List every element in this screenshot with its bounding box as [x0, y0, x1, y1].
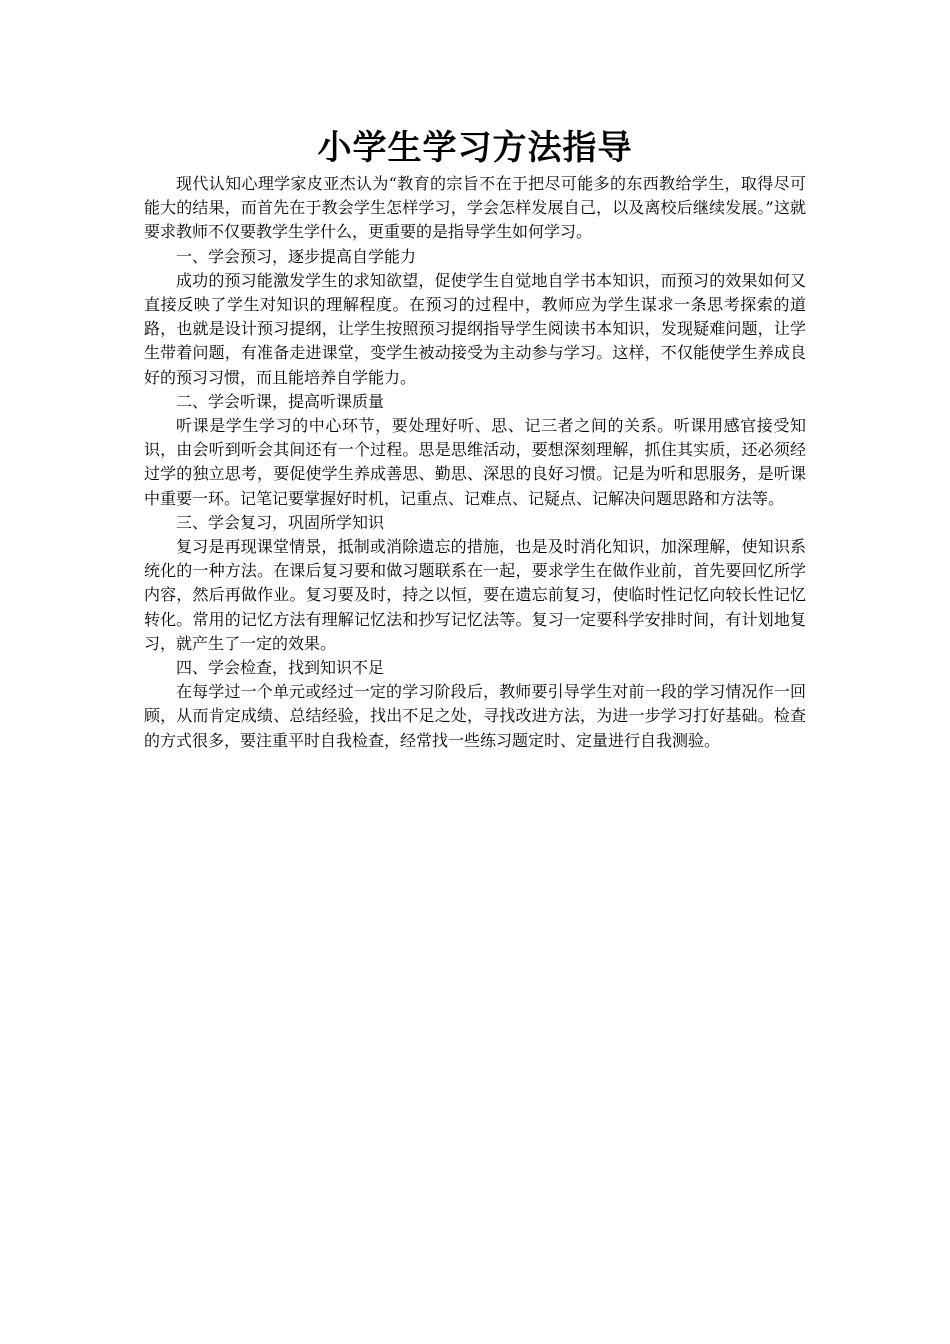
section-heading: 三、学会复习，巩固所学知识	[176, 512, 385, 532]
section-heading: 二、学会听课，提高听课质量	[176, 391, 385, 411]
document-page	[144, 124, 806, 753]
section-heading: 一、学会预习，逐步提高自学能力	[176, 246, 417, 266]
section-body: 在每学过一个单元或经过一定的学习阶段后，教师要引导学生对前一段的学习情况作一回顾，从而肯定成绩、总结经验，找出不足之处，寻找改进方法，为进一步学习打好基础。检查的方式很多，要注重平时自我检查，经常找一些练习题定时、定量进行自我测验。	[144, 682, 806, 750]
section-heading: 四、学会检查，找到知识不足	[176, 658, 385, 678]
section-body: 听课是学生学习的中心环节，要处理好听、思、记三者之间的关系。听课用感官接受知识，由会听到听会其间还有一个过程。思是思维活动，要想深刻理解，抓住其实质，还必须经过学的独立思考，要促使学生养成善思、勤思、深思的良好习惯。记是为听和思服务，是听课中重要一环。记笔记要掌握好时机，记重点、记难点、记疑点、记解决问题思路和方法等。	[144, 416, 806, 508]
section-4	[144, 656, 806, 753]
section-2	[144, 390, 806, 511]
intro-paragraph: 现代认知心理学家皮亚杰认为“教育的宗旨不在于把尽可能多的东西教给学生，取得尽可能大的结果，而首先在于教会学生怎样学习，学会怎样发展自己，以及离校后继续发展。”这就要求教师不仅要教学生学什么，更重要的是指导学生如何学习。	[144, 174, 806, 242]
section-1	[144, 245, 806, 390]
document-title: 小学生学习方法指导	[317, 128, 633, 168]
section-body: 成功的预习能激发学生的求知欲望，促使学生自觉地自学书本知识，而预习的效果如何又直接反映了学生对知识的理解程度。在预习的过程中，教师应为学生谋求一条思考探索的道路，也就是设计预习提纲，让学生按照预习提纲指导学生阅读书本知识，发现疑难问题，让学生带着问题，有准备走进课堂，变学生被动接受为主动参与学习。这样，不仅能使学生养成良好的预习习惯，而且能培养自学能力。	[144, 270, 806, 387]
section-body: 复习是再现课堂情景，抵制或消除遗忘的措施，也是及时消化知识，加深理解，使知识系统化的一种方法。在课后复习要和做习题联系在一起，要求学生在做作业前，首先要回忆所学内容，然后再做作业。复习要及时，持之以恒，要在遗忘前复习，使临时性记忆向较长性记忆转化。常用的记忆方法有理解记忆法和抄写记忆法等。复习一定要科学安排时间，有计划地复习，就产生了一定的效果。	[144, 537, 806, 653]
section-3	[144, 511, 806, 656]
